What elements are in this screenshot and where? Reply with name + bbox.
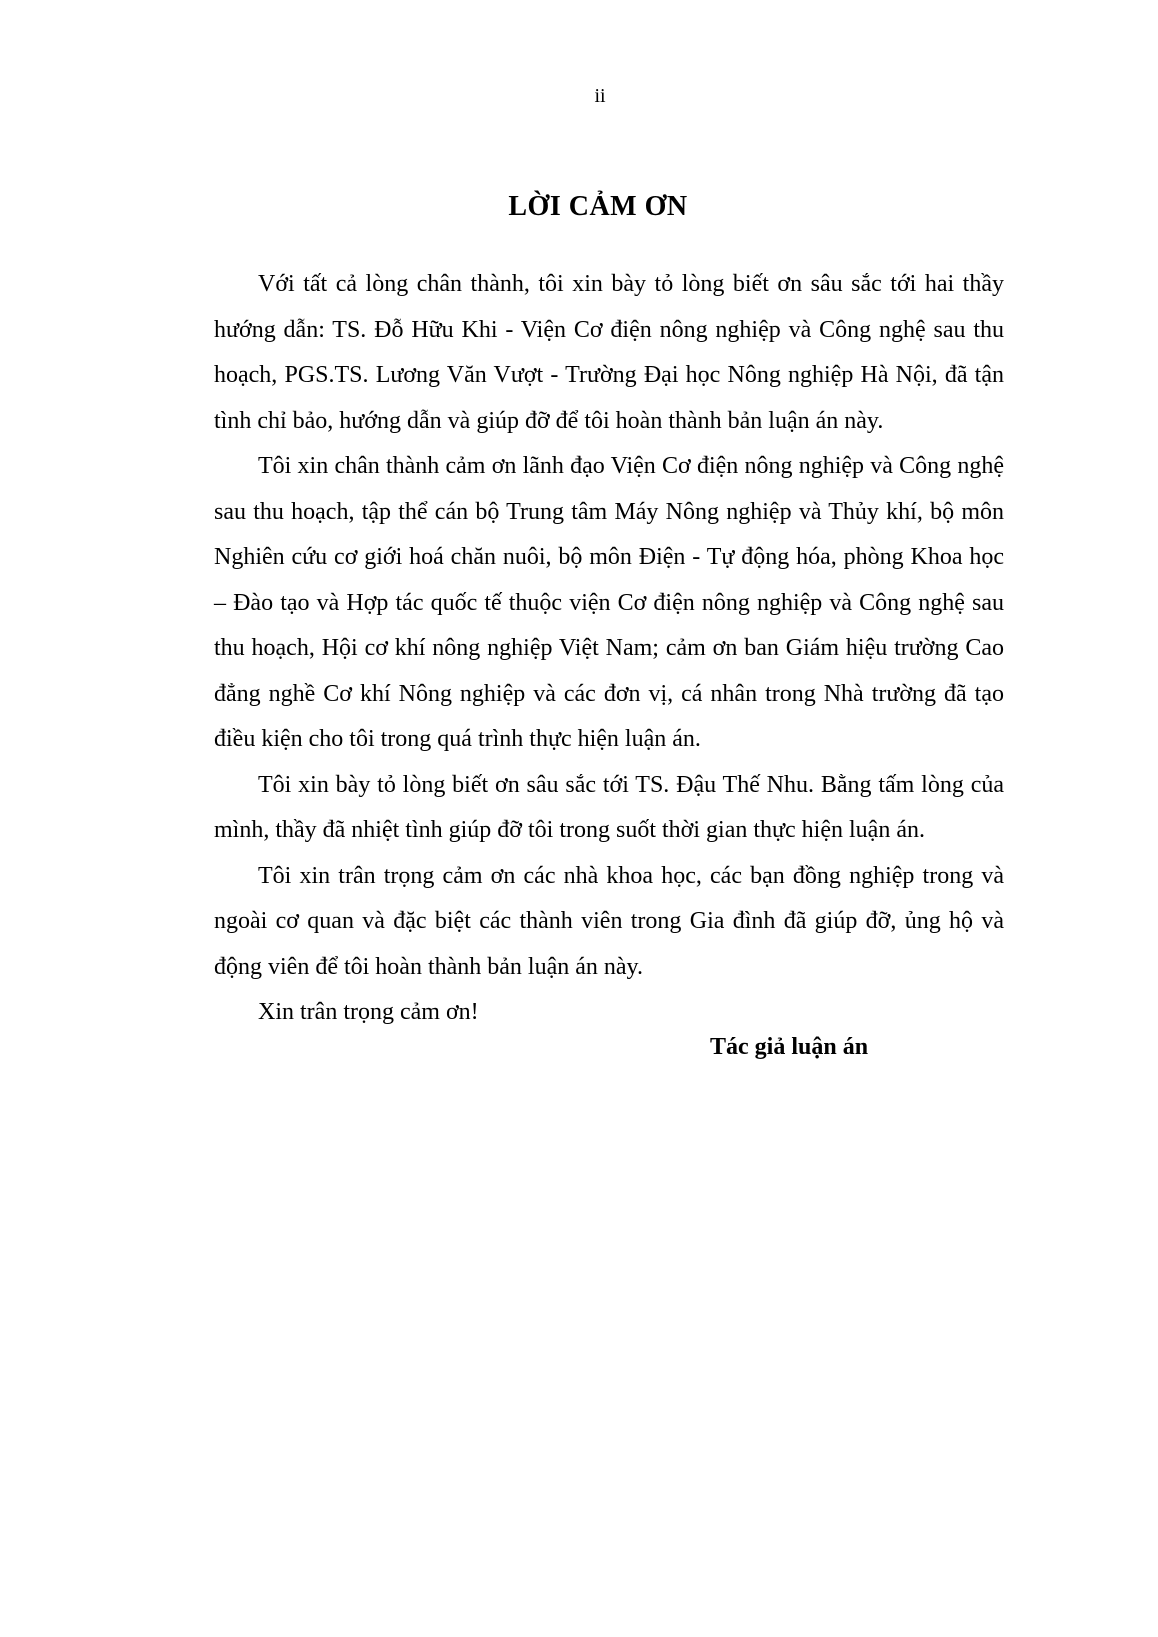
page-title: LỜI CẢM ƠN [508,191,688,222]
acknowledgement-body [214,262,1004,1036]
paragraph-colleagues-family: Tôi xin trân trọng cảm ơn các nhà khoa học, các bạn đồng nghiệp trong và ngoài cơ quan và đặc biệt các thành viên trong Gia đình đã giúp đỡ, ủng hộ và động viên để tôi hoàn thành bản luận án này. [214,862,1004,980]
paragraph-advisors: Với tất cả lòng chân thành, tôi xin bày tỏ lòng biết ơn sâu sắc tới hai thầy hướng dẫn: TS. Đỗ Hữu Khi - Viện Cơ điện nông nghiệp và Công nghệ sau thu hoạch, PGS.TS. Lương Văn Vượt - Trường Đại học Nông nghiệp Hà Nội, đã tận tình chỉ bảo, hướng dẫn và giúp đỡ để tôi hoàn thành bản luận án này. [214,271,1004,434]
paragraph-institutions: Tôi xin chân thành cảm ơn lãnh đạo Viện Cơ điện nông nghiệp và Công nghệ sau thu hoạch, tập thể cán bộ Trung tâm Máy Nông nghiệp và Thủy khí, bộ môn Nghiên cứu cơ giới hoá chăn nuôi, bộ môn Điện - Tự động hóa, phòng Khoa học – Đào tạo và Hợp tác quốc tế thuộc viện Cơ điện nông nghiệp và Công nghệ sau thu hoạch, Hội cơ khí nông nghiệp Việt Nam; cảm ơn ban Giám hiệu trường Cao đẳng nghề Cơ khí Nông nghiệp và các đơn vị, cá nhân trong Nhà trường đã tạo điều kiện cho tôi trong quá trình thực hiện luận án. [214,453,1004,752]
author-signature: Tác giả luận án [710,1034,869,1060]
paragraph-mentor: Tôi xin bày tỏ lòng biết ơn sâu sắc tới TS. Đậu Thế Nhu. Bằng tấm lòng của mình, thầy đã nhiệt tình giúp đỡ tôi trong suốt thời gian thực hiện luận án. [214,771,1004,843]
paragraph-closing: Xin trân trọng cảm ơn! [258,999,479,1025]
page-number: ii [594,85,606,107]
